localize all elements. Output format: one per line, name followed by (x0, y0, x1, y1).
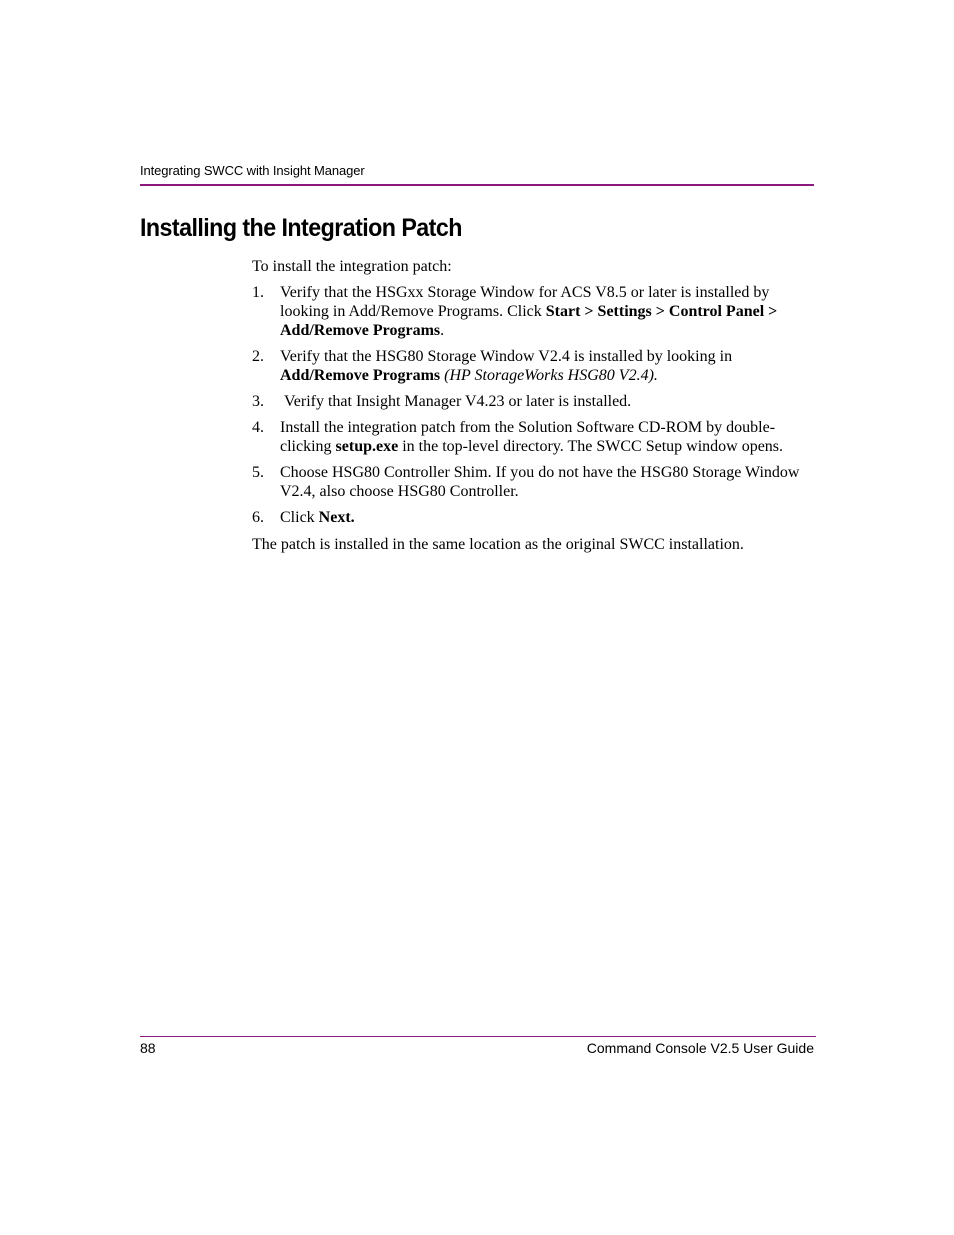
step-number: 1. (252, 284, 264, 301)
step-text: Install the integration patch from the Solution Software CD-ROM by double-clicking (280, 419, 776, 455)
step-italic-text: (HP StorageWorks HSG80 V2.4). (440, 367, 658, 384)
closing-text: The patch is installed in the same location as the original SWCC installation. (252, 536, 744, 553)
step-6 (252, 508, 822, 527)
step-bold-text: Next. (318, 509, 355, 526)
footer-document-title: Command Console V2.5 User Guide (586, 1040, 814, 1056)
step-text: Verify that the HSGxx Storage Window for ACS V8.5 or later is installed by looking in Add/Remove Programs. Click (280, 284, 770, 320)
step-text: Click (280, 509, 319, 526)
step-3 (252, 392, 822, 411)
page-number: 88 (140, 1040, 156, 1056)
step-text: Verify that the HSG80 Storage Window V2.4 is installed by looking in (280, 348, 733, 365)
step-5 (252, 463, 822, 501)
running-header: Integrating SWCC with Insight Manager (140, 163, 365, 178)
step-text: Verify that Insight Manager V4.23 or later is installed. (280, 393, 632, 410)
step-bold-text: setup.exe (335, 438, 399, 455)
step-text-end: in the top-level directory. The SWCC Setup window opens. (398, 438, 784, 455)
step-2 (252, 347, 822, 385)
step-number: 2. (252, 348, 264, 365)
step-bold-text: Start > Settings > Control Panel > Add/Remove Programs (280, 303, 778, 339)
step-1 (252, 283, 822, 340)
step-text-end: . (440, 322, 445, 339)
step-number: 3. (252, 393, 264, 410)
section-title: Installing the Integration Patch (140, 214, 462, 242)
footer-rule (140, 1036, 816, 1037)
step-4 (252, 418, 822, 456)
step-number: 4. (252, 419, 264, 436)
intro-text: To install the integration patch: (252, 258, 452, 275)
header-rule (140, 184, 814, 186)
section-body (252, 257, 822, 554)
step-number: 5. (252, 464, 264, 481)
step-text: Choose HSG80 Controller Shim. If you do not have the HSG80 Storage Window V2.4, also choose HSG80 Controller. (280, 464, 800, 500)
step-bold-text: Add/Remove Programs (280, 367, 441, 384)
step-number: 6. (252, 509, 264, 526)
install-steps-list (252, 283, 822, 527)
